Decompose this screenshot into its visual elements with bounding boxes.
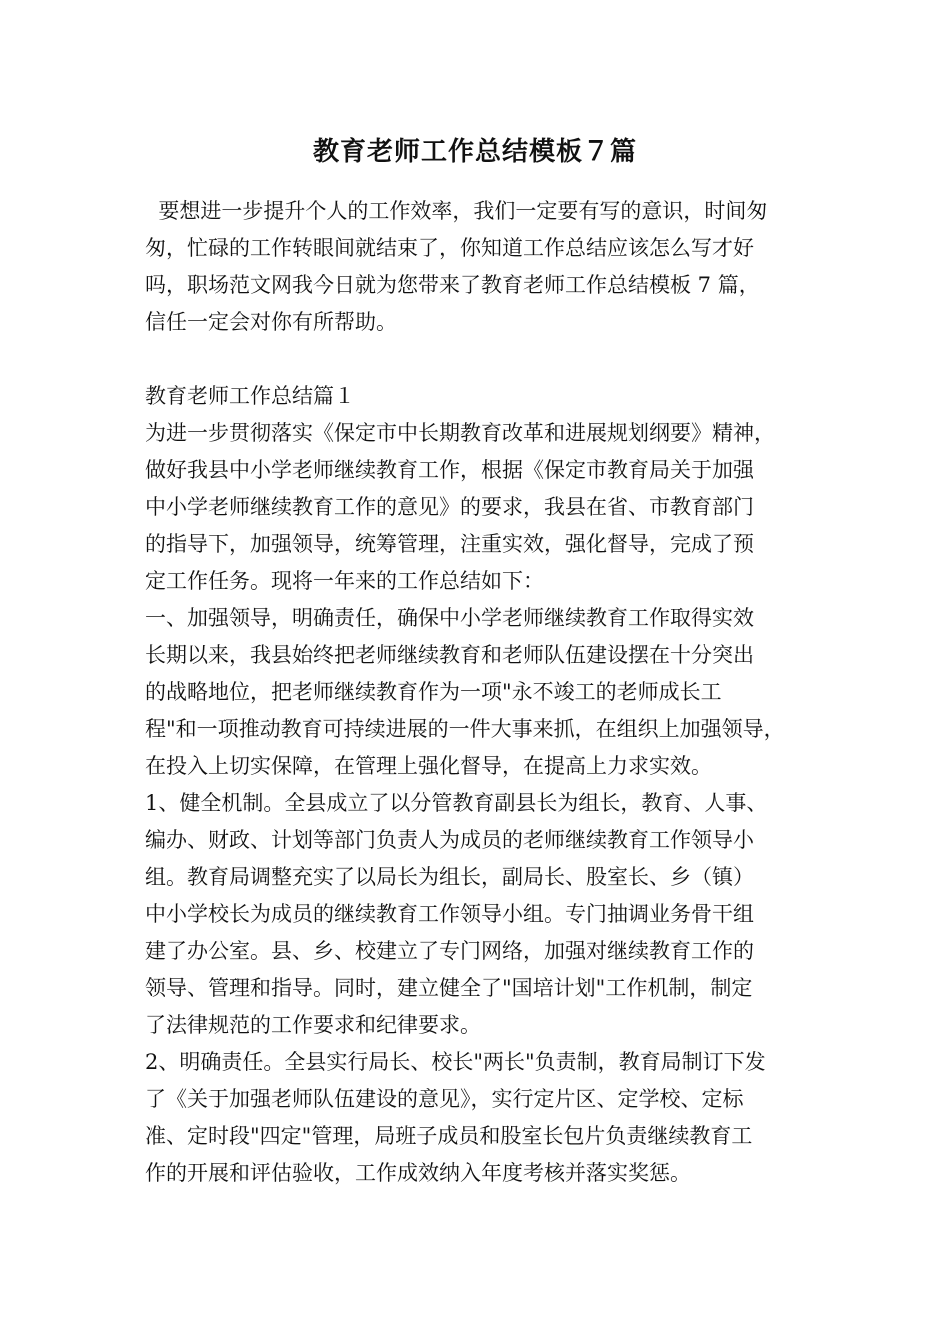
paragraph-gap xyxy=(145,341,825,378)
body-line: 准、定时段"四定"管理，局班子成员和股室长包片负责继续教育工 xyxy=(145,1124,753,1148)
body-line: 组。教育局调整充实了以局长为组长，副局长、股室长、乡（镇） xyxy=(145,865,754,889)
body-line: 1、健全机制。全县成立了以分管教育副县长为组长，教育、人事、 xyxy=(145,791,768,815)
body-line: 程"和一项推动教育可持续进展的一件大事来抓，在组织上加强领导， xyxy=(145,717,785,741)
intro-line: 匆，忙碌的工作转眼间就结束了，你知道工作总结应该怎么写才好 xyxy=(145,236,754,260)
intro-line: 信任一定会对你有所帮助。 xyxy=(145,310,397,334)
body-line: 在投入上切实保障，在管理上强化督导，在提高上力求实效。 xyxy=(145,754,712,778)
document-title: 教育老师工作总结模板７篇 xyxy=(312,137,637,167)
body-line: 长期以来，我县始终把老师继续教育和老师队伍建设摆在十分突出 xyxy=(145,643,754,667)
intro-line: 吗，职场范文网我今日就为您带来了教育老师工作总结模板 7 篇， xyxy=(145,273,760,297)
body-line: 建了办公室。县、乡、校建立了专门网络，加强对继续教育工作的 xyxy=(145,939,754,963)
body-line: 定工作任务。现将一年来的工作总结如下： xyxy=(145,569,544,593)
body-line: 了法律规范的工作要求和纪律要求。 xyxy=(145,1013,481,1037)
body-line: 作的开展和评估验收，工作成效纳入年度考核并落实奖惩。 xyxy=(145,1161,691,1185)
body-line: 中小学校长为成员的继续教育工作领导小组。专门抽调业务骨干组 xyxy=(145,902,754,926)
body-line: 了《关于加强老师队伍建设的意见》，实行定片区、定学校、定标 xyxy=(145,1087,744,1111)
body-line: 中小学老师继续教育工作的意见》的要求，我县在省、市教育部门 xyxy=(145,495,754,519)
intro-paragraph xyxy=(145,193,825,341)
body-line: 的指导下，加强领导，统筹管理，注重实效，强化督导，完成了预 xyxy=(145,532,754,556)
body-line: 的战略地位，把老师继续教育作为一项"永不竣工的老师成长工 xyxy=(145,680,722,704)
body-line: 2、明确责任。全县实行局长、校长"两长"负责制，教育局制订下发 xyxy=(145,1050,766,1074)
section-body xyxy=(145,415,825,1192)
intro-line: 要想进一步提升个人的工作效率，我们一定要有写的意识，时间匆 xyxy=(145,199,768,223)
section-heading: 教育老师工作总结篇１ xyxy=(145,384,355,408)
body-line: 领导、管理和指导。同时，建立健全了"国培计划"工作机制，制定 xyxy=(145,976,753,1000)
document-body xyxy=(145,193,825,1192)
body-line: 一、加强领导，明确责任，确保中小学老师继续教育工作取得实效 xyxy=(145,606,754,630)
body-line: 为进一步贯彻落实《保定市中长期教育改革和进展规划纲要》精神， xyxy=(145,421,775,445)
body-line: 做好我县中小学老师继续教育工作，根据《保定市教育局关于加强 xyxy=(145,458,754,482)
body-line: 编办、财政、计划等部门负责人为成员的老师继续教育工作领导小 xyxy=(145,828,754,852)
